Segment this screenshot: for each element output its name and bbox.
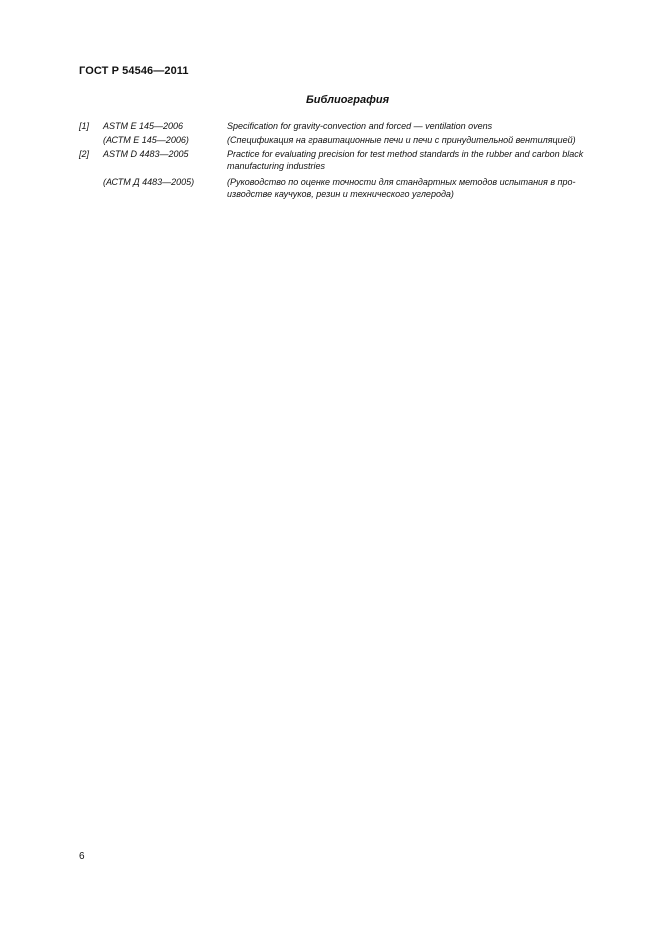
entry-code: (АСТМ Е 145—2006) bbox=[103, 135, 189, 145]
bibliography-entry bbox=[79, 148, 619, 172]
entry-code: ASTM E 145—2006 bbox=[103, 121, 184, 131]
page-number: 6 bbox=[79, 851, 85, 862]
document-header: ГОСТ Р 54546—2011 bbox=[79, 65, 189, 77]
entry-title: (Руководство по оценке точности для стандартных методов испытания в про-изводстве каучуков, резин и технического углерода) bbox=[227, 177, 576, 199]
entry-number: [2] bbox=[79, 149, 90, 159]
bibliography-entry bbox=[79, 134, 619, 146]
bibliography-list bbox=[79, 120, 619, 200]
bibliography-entry bbox=[79, 176, 619, 200]
bibliography-entry bbox=[79, 120, 619, 132]
entry-title: Specification for gravity-convection and forced — ventilation ovens bbox=[227, 121, 493, 131]
entry-code: (АСТМ Д 4483—2005) bbox=[103, 177, 195, 187]
entry-code: ASTM D 4483—2005 bbox=[103, 149, 189, 159]
entry-title: (Спецификация на гравитационные печи и печи с принудительной вентиляцией) bbox=[227, 135, 576, 145]
bibliography-title: Библиография bbox=[305, 94, 390, 106]
entry-title: Practice for evaluating precision for test method standards in the rubber and carbon black manufacturing industries bbox=[227, 149, 584, 171]
entry-number: [1] bbox=[79, 121, 90, 131]
